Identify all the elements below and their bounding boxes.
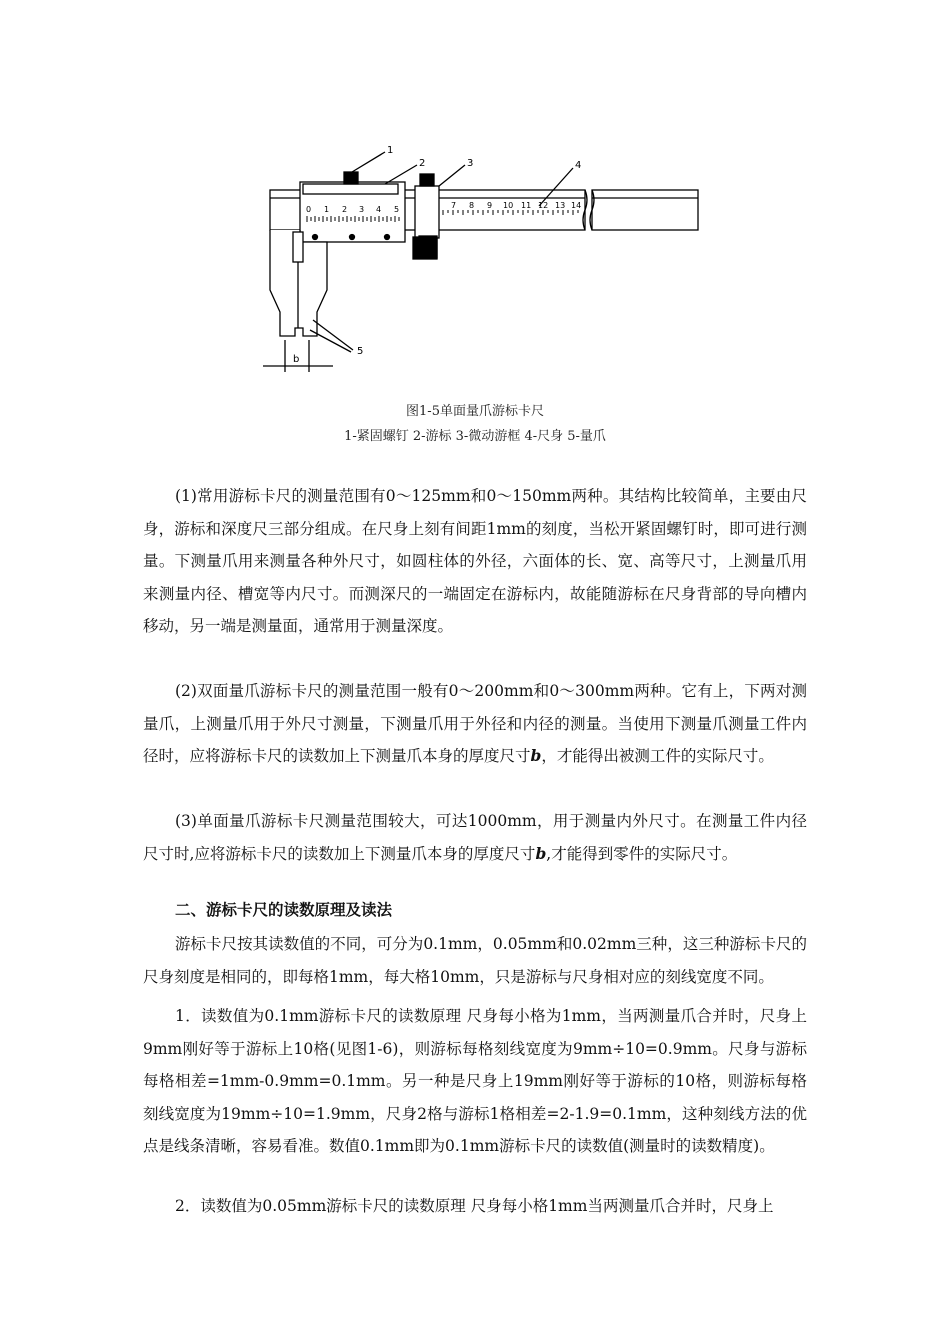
width-label-b: b — [293, 354, 300, 365]
body-paragraph-2: 1．读数值为0.1mm游标卡尺的读数原理 尺身每小格为1mm，当两测量爪合并时，尺身上9mm刚好等于游标上10格(见图1-6)，则游标每格刻线宽度为9mm÷10=0.9mm。尺身与游标每格相差=1mm-0.9mm=0.1mm。另一种是尺身上19mm刚好等于游标的10格，则游标每格刻线宽度为19mm÷10=1.9mm，尺身2格与游标1格相差=2-1.9=0.1mm，这种刻线方法的优点是线条清晰，容易看准。数值0.1mm即为0.1mm游标卡尺的读数值(测量时的读数精度)。 — [143, 1007, 807, 1155]
paragraph-3: (3)单面量爪游标卡尺测量范围较大，可达1000mm，用于测量内外尺寸。在测量工件内径尺寸时,应将游标卡尺的读数加上下测量爪本身的厚度尺寸b,才能得到零件的实际尺寸。 — [143, 812, 807, 863]
vernier-number-2: 2 — [342, 205, 348, 214]
scale-number-13: 13 — [555, 201, 566, 210]
vernier-number-5: 5 — [394, 205, 400, 214]
paragraph-2: (2)双面量爪游标卡尺的测量范围一般有0～200mm和0～300mm两种。它有上，下两对测量爪，上测量爪用于外尺寸测量，下测量爪用于外径和内径的测量。当使用下测量爪测量工件内径时，应将游标卡尺的读数加上下测量爪本身的厚度尺寸b，才能得出被测工件的实际尺寸。 — [143, 682, 807, 765]
callout-5: 5 — [357, 346, 364, 357]
paragraph-1: (1)常用游标卡尺的测量范围有0～125mm和0～150mm两种。其结构比较简单，主要由尺身，游标和深度尺三部分组成。在尺身上刻有间距1mm的刻度，当松开紧固螺钉时，即可进行测量。下测量爪用来测量各种外尺寸，如圆柱体的外径，六面体的长、宽、高等尺寸，上测量爪用来测量内径、槽宽等内尺寸。而测深尺的一端固定在游标内，故能随游标在尺身背部的导向槽内移动，另一端是测量面，通常用于测量深度。 — [143, 487, 807, 635]
callout-3: 3 — [467, 158, 474, 169]
callout-4: 4 — [575, 160, 582, 171]
adjust-knob — [413, 237, 437, 259]
scale-number-9: 9 — [487, 201, 493, 210]
scale-number-14: 14 — [571, 201, 582, 210]
scale-number-12: 12 — [538, 201, 549, 210]
lock-screw-2 — [420, 174, 434, 186]
body-paragraph-3: 2．读数值为0.05mm游标卡尺的读数原理 尺身每小格1mm当两测量爪合并时，尺身上 — [175, 1197, 774, 1215]
lock-screw-1 — [344, 172, 358, 184]
scale-number-11: 11 — [521, 201, 532, 210]
figure-caption-title: 图1-5单面量爪游标卡尺 — [406, 404, 544, 419]
body-paragraph-1: 游标卡尺按其读数值的不同，可分为0.1mm，0.05mm和0.02mm三种，这三种游标卡尺的尺身刻度是相同的，即每格1mm，每大格10mm，只是游标与尺身相对应的刻线宽度不同。 — [143, 935, 807, 986]
vernier-number-0: 0 — [306, 205, 312, 214]
thickness-symbol: b — [530, 746, 542, 765]
callout-2: 2 — [419, 158, 426, 169]
thickness-symbol: b — [535, 843, 547, 863]
scale-number-7: 7 — [451, 201, 457, 210]
fine-adjust-frame — [415, 186, 439, 238]
vernier-number-1: 1 — [324, 205, 330, 214]
caliper-diagram — [255, 140, 710, 380]
vernier-number-3: 3 — [359, 205, 365, 214]
figure-caption-legend: 1-紧固螺钉 2-游标 3-微动游框 4-尺身 5-量爪 — [344, 429, 606, 444]
scale-number-10: 10 — [503, 201, 514, 210]
caliper-beam-end — [592, 190, 698, 230]
scale-number-8: 8 — [469, 201, 475, 210]
callout-1: 1 — [387, 145, 394, 156]
section-heading: 二、游标卡尺的读数原理及读法 — [175, 900, 393, 919]
vernier-number-4: 4 — [376, 205, 382, 214]
depth-bar — [303, 184, 398, 194]
